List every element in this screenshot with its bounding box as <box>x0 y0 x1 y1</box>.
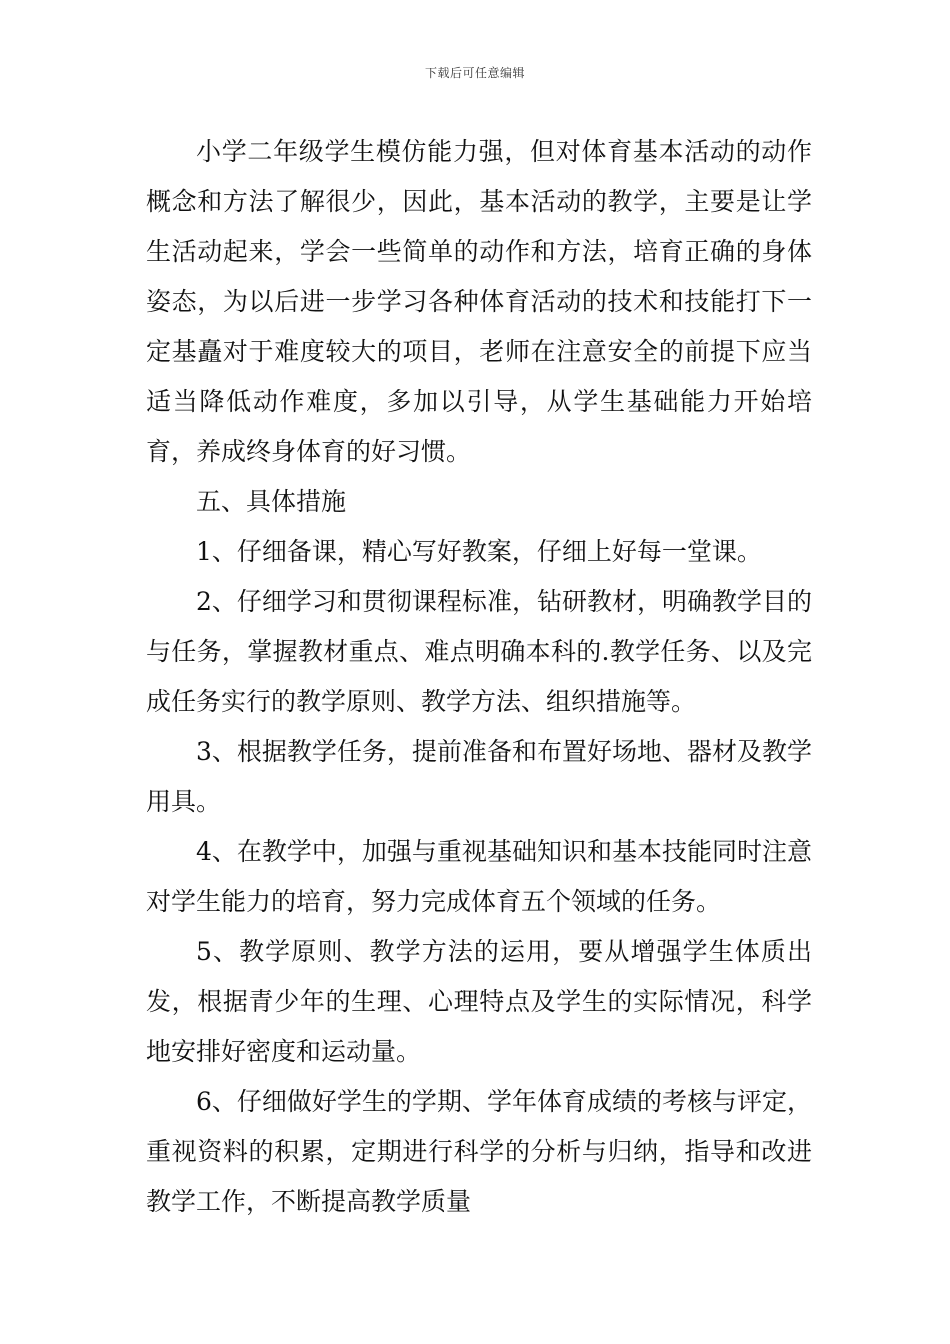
text-line: 让学生活动起来，学会一些简单的动作和方法，培育正确 <box>146 187 812 266</box>
page-header: 下载后可任意编辑 <box>424 66 525 80</box>
text-line: 5、教学原则、教学方法的运用，要从增强学生体质出 <box>196 937 812 966</box>
text-line: 前提下应当适当降低动作难度，多加以引导，从学生基础 <box>146 337 812 416</box>
text-line: 1、仔细备课，精心写好教案，仔细上好每一堂课。 <box>196 537 762 566</box>
text-line: 能力开始培育，养成终身体育的好习惯。 <box>146 387 812 466</box>
text-line: 重视资料的积累，定期进行科学的分析与归纳，指导和改 <box>146 1137 787 1166</box>
section-heading-measures <box>146 477 812 527</box>
measure-item-2 <box>146 577 812 727</box>
text-line: 作概念和方法了解很少，因此，基本活动的教学，主要是 <box>146 137 812 216</box>
measure-item-4 <box>146 827 812 927</box>
text-line: 的与任务，掌握教材重点、难点明确本科的.教学任务、以 <box>146 587 812 666</box>
paragraph-intro <box>146 127 812 477</box>
text-line: 五、具体措施 <box>196 487 347 516</box>
text-line: 4、在教学中，加强与重视基础知识和基本技能同时注 <box>196 837 787 866</box>
text-line: 的身体姿态，为以后进一步学习各种体育活动的技术和技 <box>146 237 812 316</box>
text-line: 及完成任务实行的教学原则、教学方法、组织措施等。 <box>146 637 812 716</box>
text-line: 学地安排好密度和运动量。 <box>146 987 812 1066</box>
text-line: 学用具。 <box>146 737 812 816</box>
measure-item-3 <box>146 727 812 827</box>
text-line: 2、仔细学习和贯彻课程标准，钻研教材，明确教学目 <box>196 587 787 616</box>
measure-item-6 <box>146 1077 812 1227</box>
text-line: 小学二年级学生模仿能力强，但对体育基本活动的动 <box>196 137 787 166</box>
text-line: 发，根据青少年的生理、心理特点及学生的实际情况，科 <box>146 987 787 1016</box>
document-body <box>146 127 812 1227</box>
text-line: 意对学生能力的培育，努力完成体育五个领域的任务。 <box>146 837 812 916</box>
text-line: 能打下一定基矗对于难度较大的项目，老师在注意安全的 <box>146 287 812 366</box>
measure-item-1 <box>146 527 812 577</box>
text-line: 3、根据教学任务，提前准备和布置好场地、器材及教 <box>196 737 787 766</box>
measure-item-5 <box>146 927 812 1077</box>
text-line: 6、仔细做好学生的学期、学年体育成绩的考核与评定， <box>196 1087 812 1116</box>
text-line: 进教学工作，不断提高教学质量 <box>146 1137 812 1216</box>
